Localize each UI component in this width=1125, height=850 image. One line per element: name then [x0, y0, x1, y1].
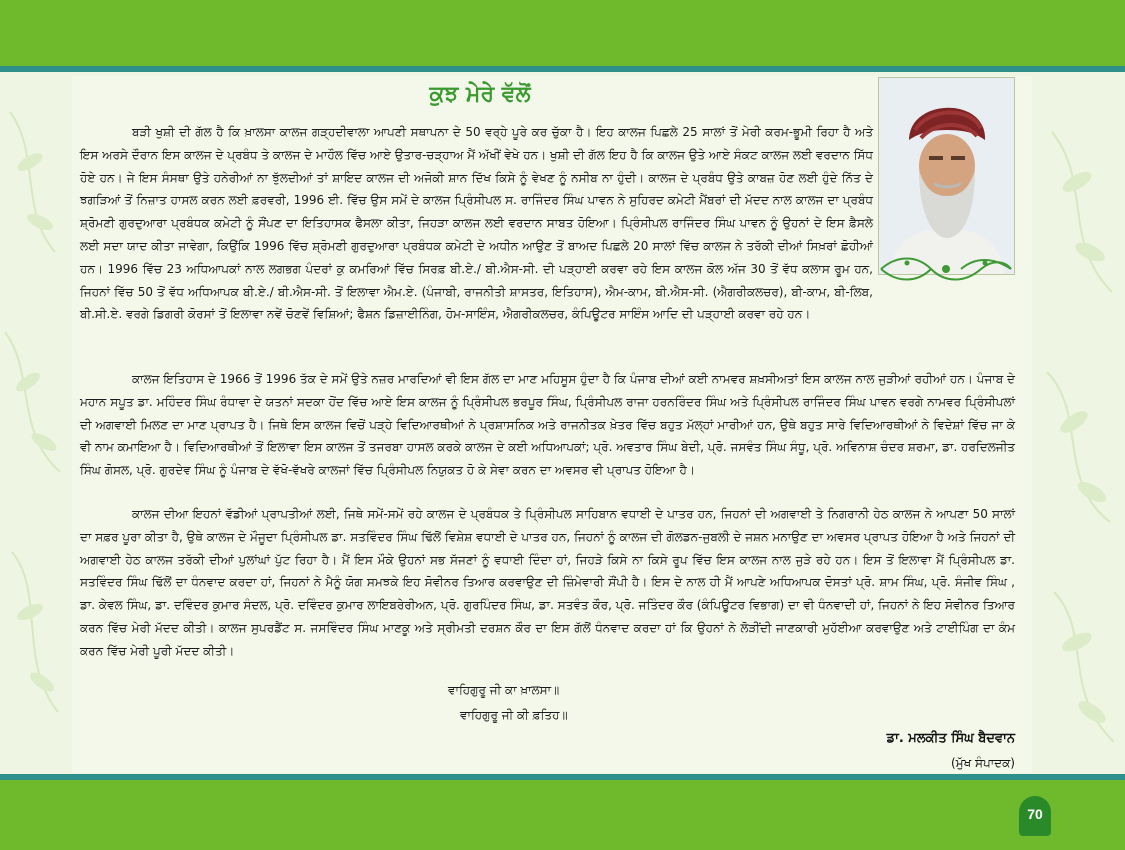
article-body-part-2 [80, 368, 1015, 482]
page-number: 70 [1027, 806, 1043, 822]
signature-name: ਡਾ. ਮਲਕੀਤ ਸਿੰਘ ਬੈਦਵਾਨ [886, 731, 1015, 746]
article-body [80, 121, 1015, 326]
leaf-pattern-right-icon [1032, 72, 1125, 774]
signature-designation: (ਮੁੱਖ ਸੰਪਾਦਕ) [951, 756, 1015, 770]
top-green-band [0, 0, 1125, 66]
paragraph-3: ਕਾਲਜ ਦੀਆ ਇਹਨਾਂ ਵੱਡੀਆਂ ਪ੍ਰਾਪਤੀਆਂ ਲਈ, ਜਿਥੇ ਸਮੇਂ-ਸਮੇਂ ਰਹੇ ਕਾਲਜ ਦੇ ਪ੍ਰਬੰਧਕ ਤੇ ਪ੍ਰਿੰਸੀਪਲ ਸਾਹਿਬਾਨ ਵਧਾਈ ਦੇ ਪਾਤਰ ਹਨ, ਜਿਹਨਾਂ ਦੀ ਅਗਵਾਈ ਤੇ ਨਿਗਰਾਨੀ ਹੇਠ ਕਾਲਜ ਨੇ ਆਪਣਾ 50 ਸਾਲਾਂ ਦਾ ਸਫ਼ਰ ਪੂਰਾ ਕੀਤਾ ਹੈ, ਉਥੇ ਕਾਲਜ ਦੇ ਮੌਜੂਦਾ ਪ੍ਰਿੰਸੀਪਲ ਡਾ. ਸਤਵਿੰਦਰ ਸਿੰਘ ਢਿੱਲੋਂ ਵਿਸ਼ੇਸ਼ ਵਧਾਈ ਦੇ ਪਾਤਰ ਹਨ, ਜਿਹਨਾਂ ਨੂੰ ਕਾਲਜ ਦੀ ਗੋਲਡਨ-ਜੁਬਲੀ ਦੇ ਜਸ਼ਨ ਮਨਾਉਣ ਦਾ ਅਵਸਰ ਪ੍ਰਾਪਤ ਹੋਇਆ ਹੈ ਅਤੇ ਜਿਹਨਾਂ ਦੀ ਅਗਵਾਈ ਹੇਠ ਕਾਲਜ ਤਰੱਕੀ ਦੀਆਂ ਪੁਲਾਂਘਾਂ ਪੁੱਟ ਰਿਹਾ ਹੈ। ਮੈਂ ਇਸ ਮੌਕੇ ਉਹਨਾਂ ਸਭ ਸੱਜਣਾਂ ਨੂੰ ਵਧਾਈ ਦਿੰਦਾ ਹਾਂ, ਜਿਹੜੇ ਕਿਸੇ ਨਾ ਕਿਸੇ ਰੂਪ ਵਿੱਚ ਇਸ ਕਾਲਜ ਨਾਲ ਜੁੜੇ ਰਹੇ ਹਨ। ਇਸ ਤੋਂ ਇਲਾਵਾ ਮੈਂ ਪ੍ਰਿੰਸੀਪਲ ਡਾ. ਸਤਵਿੰਦਰ ਸਿੰਘ ਢਿੱਲੋਂ ਦਾ ਧੰਨਵਾਦ ਕਰਦਾ ਹਾਂ, ਜਿਹਨਾਂ ਨੇ ਮੈਨੂੰ ਯੋਗ ਸਮਝਕੇ ਇਹ ਸੋਵੀਨਰ ਤਿਆਰ ਕਰਵਾਉਣ ਦੀ ਜ਼ਿੰਮੇਵਾਰੀ ਸੌਂਪੀ ਹੈ। ਇਸ ਦੇ ਨਾਲ ਹੀ ਮੈਂ ਆਪਣੇ ਅਧਿਆਪਕ ਦੋਸਤਾਂ ਪ੍ਰੋ. ਸ਼ਾਮ ਸਿੰਘ, ਪ੍ਰੋ. ਸੰਜੀਵ ਸਿੰਘ , ਡਾ. ਕੇਵਲ ਸਿੰਘ, ਡਾ. ਦਵਿੰਦਰ ਕੁਮਾਰ ਸੰਦਲ, ਪ੍ਰੋ. ਦਵਿੰਦਰ ਕੁਮਾਰ ਲਾਇਬਰੇਰੀਅਨ, ਪ੍ਰੋ. ਗੁਰਪਿੰਦਰ ਸਿੰਘ, ਡਾ. ਸਤਵੰਤ ਕੌਰ, ਪ੍ਰੋ. ਜਤਿੰਦਰ ਕੌਰ (ਕੰਪਿਊਟਰ ਵਿਭਾਗ) ਦਾ ਵੀ ਧੰਨਵਾਦੀ ਹਾਂ, ਜਿਹਨਾਂ ਨੇ ਇਹ ਸੋਵੀਨਰ ਤਿਆਰ ਕਰਨ ਵਿੱਚ ਮੇਰੀ ਮੱਦਦ ਕੀਤੀ। ਕਾਲਜ ਸੁਪਰਡੈਂਟ ਸ. ਜਸਵਿੰਦਰ ਸਿੰਘ ਮਾਣਕੂ ਅਤੇ ਸ੍ਰੀਮਤੀ ਦਰਸ਼ਨ ਕੌਰ ਦਾ ਇਸ ਗੱਲੋਂ ਧੰਨਵਾਦ ਕਰਦਾ ਹਾਂ ਕਿ ਉਹਨਾਂ ਨੇ ਲੋੜੀਂਦੀ ਜਾਣਕਾਰੀ ਮੁਹੱਈਆ ਕਰਵਾਉਣ ਅਤੇ ਟਾਈਪਿੰਗ ਦਾ ਕੰਮ ਕਰਨ ਵਿੱਚ ਮੇਰੀ ਪੂਰੀ ਮੱਦਦ ਕੀਤੀ। [80, 507, 1015, 658]
closing-line-1: ਵਾਹਿਗੁਰੂ ਜੀ ਕਾ ਖ਼ਾਲਸਾ॥ [448, 683, 560, 697]
leaf-pattern-left-icon [0, 72, 72, 774]
article-body-part-3 [80, 503, 1015, 663]
top-teal-line [0, 66, 1125, 72]
paragraph-2: ਕਾਲਜ ਇਤਿਹਾਸ ਦੇ 1966 ਤੋਂ 1996 ਤੱਕ ਦੇ ਸਮੇਂ ਉਤੇ ਨਜ਼ਰ ਮਾਰਦਿਆਂ ਵੀ ਇਸ ਗੱਲ ਦਾ ਮਾਣ ਮਹਿਸੂਸ ਹੁੰਦਾ ਹੈ ਕਿ ਪੰਜਾਬ ਦੀਆਂ ਕਈ ਨਾਮਵਰ ਸ਼ਖ਼ਸੀਅਤਾਂ ਇਸ ਕਾਲਜ ਨਾਲ ਜੁੜੀਆਂ ਰਹੀਆਂ ਹਨ। ਪੰਜਾਬ ਦੇ ਮਹਾਨ ਸਪੂਤ ਡਾ. ਮਹਿੰਦਰ ਸਿੰਘ ਰੰਧਾਵਾ ਦੇ ਯਤਨਾਂ ਸਦਕਾ ਹੋਂਦ ਵਿੱਚ ਆਏ ਇਸ ਕਾਲਜ ਨੂੰ ਪ੍ਰਿੰਸੀਪਲ ਭਰਪੂਰ ਸਿੰਘ, ਪ੍ਰਿੰਸੀਪਲ ਰਾਜਾ ਹਰਨਰਿੰਦਰ ਸਿੰਘ ਅਤੇ ਪ੍ਰਿੰਸੀਪਲ ਰਾਜਿੰਦਰ ਸਿੰਘ ਪਾਵਨ ਵਰਗੇ ਨਾਮਵਰ ਪ੍ਰਿੰਸੀਪਲਾਂ ਦੀ ਅਗਵਾਈ ਮਿਲਣ ਦਾ ਮਾਣ ਪ੍ਰਾਪਤ ਹੈ। ਜਿਥੇ ਇਸ ਕਾਲਜ ਵਿਚੋਂ ਪੜ੍ਹੇ ਵਿਦਿਆਰਥੀਆਂ ਨੇ ਪ੍ਰਸ਼ਾਸਨਿਕ ਅਤੇ ਰਾਜਨੀਤਕ ਖ਼ੇਤਰ ਵਿੱਚ ਬਹੁਤ ਮੱਲ੍ਹਾਂ ਮਾਰੀਆਂ ਹਨ, ਉਥੇ ਬਹੁਤ ਸਾਰੇ ਵਿਦਿਆਰਥੀਆਂ ਨੇ ਵਿਦੇਸ਼ਾਂ ਵਿੱਚ ਜਾ ਕੇ ਵੀ ਨਾਮ ਕਮਾਇਆ ਹੈ। ਵਿਦਿਆਰਥੀਆਂ ਤੋਂ ਇਲਾਵਾ ਇਸ ਕਾਲਜ ਤੋਂ ਤਜਰਬਾ ਹਾਸਲ ਕਰਕੇ ਕਾਲਜ ਦੇ ਕਈ ਅਧਿਆਪਕਾਂ; ਪ੍ਰੋ. ਅਵਤਾਰ ਸਿੰਘ ਬੇਦੀ, ਪ੍ਰੋ. ਜਸਵੰਤ ਸਿੰਘ ਸੰਧੂ, ਪ੍ਰੋ. ਅਵਿਨਾਸ਼ ਚੰਦਰ ਸ਼ਰਮਾ, ਡਾ. ਹਰਦਿਲਜੀਤ ਸਿੰਘ ਗੋਸਲ, ਪ੍ਰੋ. ਗੁਰਦੇਵ ਸਿੰਘ ਨੂੰ ਪੰਜਾਬ ਦੇ ਵੱਖੋ-ਵੱਖਰੇ ਕਾਲਜਾਂ ਵਿੱਚ ਪ੍ਰਿੰਸੀਪਲ ਨਿਯੁਕਤ ਹੋ ਕੇ ਸੇਵਾ ਕਰਨ ਦਾ ਅਵਸਰ ਵੀ ਪ੍ਰਾਪਤ ਹੋਇਆ ਹੈ। [80, 372, 1015, 478]
closing-line-2: ਵਾਹਿਗੁਰੂ ਜੀ ਕੀ ਫ਼ਤਿਹ॥ [460, 708, 568, 722]
bottom-green-band [0, 780, 1125, 850]
page-title: ਕੁਝ ਮੇਰੇ ਵੱਲੋਂ [429, 82, 531, 107]
paragraph-1: ਬੜੀ ਖੁਸ਼ੀ ਦੀ ਗੱਲ ਹੈ ਕਿ ਖ਼ਾਲਸਾ ਕਾਲਜ ਗੜ੍ਹਦੀਵਾਲਾ ਆਪਣੀ ਸਥਾਪਨਾ ਦੇ 50 ਵਰ੍ਹੇ ਪੂਰੇ ਕਰ ਚੁੱਕਾ ਹੈ। ਇਹ ਕਾਲਜ ਪਿਛਲੇ 25 ਸਾਲਾਂ ਤੋਂ ਮੇਰੀ ਕਰਮ-ਭੂਮੀ ਰਿਹਾ ਹੈ ਅਤੇ ਇਸ ਅਰਸੇ ਦੌਰਾਨ ਇਸ ਕਾਲਜ ਦੇ ਪ੍ਰਬੰਧ ਤੇ ਕਾਲਜ ਦੇ ਮਾਹੌਲ ਵਿੱਚ ਆਏ ਉਤਾਰ-ਚੜ੍ਹਾਅ ਮੈਂ ਅੱਖੀਂ ਵੇਖੇ ਹਨ। ਖੁਸ਼ੀ ਦੀ ਗੱਲ ਇਹ ਹੈ ਕਿ ਕਾਲਜ ਉਤੇ ਆਏ ਸੰਕਟ ਕਾਲਜ ਲਈ ਵਰਦਾਨ ਸਿੱਧ ਹੋਏ ਹਨ। ਜੇ ਇਸ ਸੰਸਥਾ ਉਤੇ ਹਨੇਰੀਆਂ ਨਾ ਝੁੱਲਦੀਆਂ ਤਾਂ ਸ਼ਾਇਦ ਕਾਲਜ ਦੀ ਅਜੋਕੀ ਸ਼ਾਨ ਦਿੱਖ ਕਿਸੇ ਨੂੰ ਵੇਖਣ ਨੂੰ ਨਸੀਬ ਨਾ ਹੁੰਦੀ। ਕਾਲਜ ਦੇ ਪ੍ਰਬੰਧ ਉਤੇ ਕਾਬਜ਼ ਹੋਣ ਲਈ ਹੁੰਦੇ ਨਿੱਤ ਦੇ ਝਗੜਿਆਂ ਤੋਂ ਨਿਜ਼ਾਤ ਹਾਸਲ ਕਰਨ ਲਈ ਫ਼ਰਵਰੀ, 1996 ਈ. ਵਿੱਚ ਉਸ ਸਮੇਂ ਦੇ ਕਾਲਜ ਪ੍ਰਿੰਸੀਪਲ ਸ. ਰਾਜਿੰਦਰ ਸਿੰਘ ਪਾਵਨ ਨੇ ਸੁਹਿਰਦ ਕਮੇਟੀ ਮੈਂਬਰਾਂ ਦੀ ਮੱਦਦ ਨਾਲ ਕਾਲਜ ਦਾ ਪ੍ਰਬੰਧ ਸ਼੍ਰੋਮਣੀ ਗੁਰਦੁਆਰਾ ਪ੍ਰਬੰਧਕ ਕਮੇਟੀ ਨੂੰ ਸੌਂਪਣ ਦਾ ਇਤਿਹਾਸਕ ਫੈਸਲਾ ਕੀਤਾ, ਜਿਹੜਾ ਕਾਲਜ ਲਈ ਵਰਦਾਨ ਸਾਬਤ ਹੋਇਆ। ਪ੍ਰਿੰਸੀਪਲ ਰਾਜਿੰਦਰ ਸਿੰਘ ਪਾਵਨ ਨੂੰ ਉਹਨਾਂ ਦੇ ਇਸ ਫ਼ੈਸਲੇ ਲਈ ਸਦਾ ਯਾਦ ਕੀਤਾ ਜਾਵੇਗਾ, ਕਿਉਂਕਿ 1996 ਵਿੱਚ ਸ਼੍ਰੋਮਣੀ ਗੁਰਦੁਆਰਾ ਪ੍ਰਬੰਧਕ ਕਮੇਟੀ ਦੇ ਅਧੀਨ ਆਉਣ ਤੋਂ ਬਾਅਦ ਪਿਛਲੇ 20 ਸਾਲਾਂ ਵਿੱਚ ਕਾਲਜ ਨੇ ਤਰੱਕੀ ਦੀਆਂ ਸਿਖ਼ਰਾਂ ਛੋਹੀਆਂ ਹਨ। 1996 ਵਿੱਚ 23 ਅਧਿਆਪਕਾਂ ਨਾਲ ਲਗਭਗ ਪੰਦਰਾਂ ਕੁ ਕਮਰਿਆਂ ਵਿੱਚ ਸਿਰਫ਼ ਬੀ.ਏ./ ਬੀ.ਐਸ-ਸੀ. ਦੀ ਪੜ੍ਹਾਈ ਕਰਵਾ ਰਹੇ ਇਸ ਕਾਲਜ ਕੋਲ ਅੱਜ 30 ਤੋਂ ਵੱਧ ਕਲਾਸ ਰੂਮ ਹਨ, ਜਿਹਨਾਂ ਵਿੱਚ 50 ਤੋਂ ਵੱਧ ਅਧਿਆਪਕ ਬੀ.ਏ./ ਬੀ.ਐਸ-ਸੀ. ਤੋਂ ਇਲਾਵਾ ਐਮ.ਏ. (ਪੰਜਾਬੀ, ਰਾਜਨੀਤੀ ਸ਼ਾਸਤਰ, ਇਤਿਹਾਸ), ਐਮ-ਕਾਮ, ਬੀ.ਐਸ-ਸੀ. (ਐਗਰੀਕਲਚਰ), ਬੀ-ਕਾਮ, ਬੀ-ਲਿਬ, ਬੀ.ਸੀ.ਏ. ਵਰਗੇ ਡਿਗਰੀ ਕੋਰਸਾਂ ਤੋਂ ਇਲਾਵਾ ਨਵੇਂ ਚੋਣਵੇਂ ਵਿਸ਼ਿਆਂ; ਫੈਸ਼ਨ ਡਿਜ਼ਾਈਨਿੰਗ, ਹੋਮ-ਸਾਇੰਸ, ਐਗਰੀਕਲਚਰ, ਕੰਪਿਊਟਰ ਸਾਇੰਸ ਆਦਿ ਦੀ ਪੜ੍ਹਾਈ ਕਰਵਾ ਰਹੇ ਹਨ। [80, 125, 873, 322]
